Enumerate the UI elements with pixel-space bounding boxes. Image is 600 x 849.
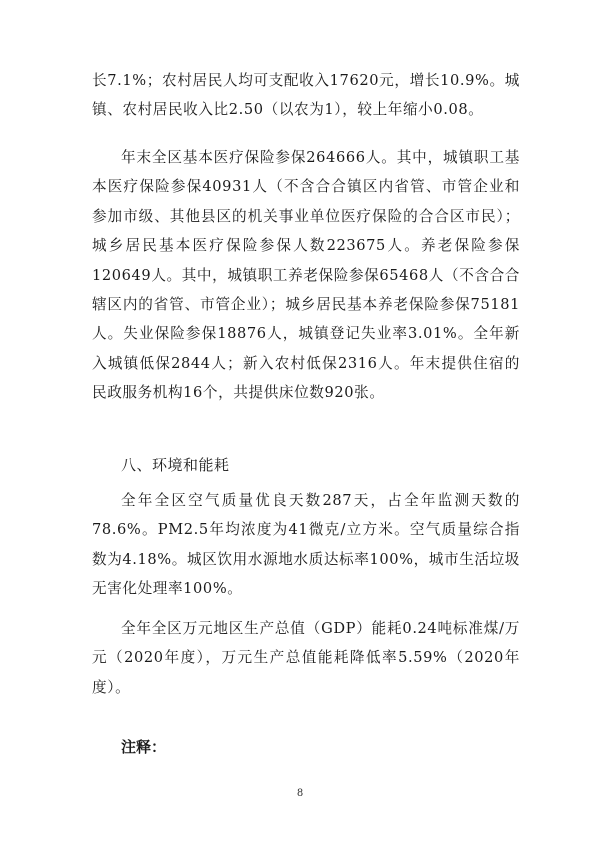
paragraph-energy: 全年全区万元地区生产总值（GDP）能耗0.24吨标准煤/万元（2020年度），万元生产总值能耗降低率5.59%（2020年度）。 bbox=[92, 620, 520, 696]
paragraph-air-quality: 全年全区空气质量优良天数287天，占全年监测天数的78.6%。PM2.5年均浓度为41微克/立方米。空气质量综合指数为4.18%。城区饮用水源地水质达标率100%，城市生活垃圾无害化处理率100%。 bbox=[92, 492, 520, 598]
paragraph-income: 长7.1%；农村居民人均可支配收入17620元，增长10.9%。城镇、农村居民收入比2.50（以农为1），较上年缩小0.08。 bbox=[92, 72, 520, 119]
page-number: 8 bbox=[296, 788, 304, 799]
section-heading-environment: 八、环境和能耗 bbox=[121, 456, 230, 474]
notes-label: 注释： bbox=[121, 738, 167, 756]
paragraph-social-insurance: 年末全区基本医疗保险参保264666人。其中，城镇职工基本医疗保险参保40931人（不含合合镇区内省管、市管企业和参加市级、其他县区的机关事业单位医疗保险的合合区市民）；城乡居民基本医疗保险参保人数223675人。养老保险参保120649人。其中，城镇职工养老保险参保65468人（不含合合辖区内的省管、市管企业）；城乡居民基本养老保险参保75181人。失业保险参保18876人，城镇登记失业率3.01%。全年新入城镇低保2844人；新入农村低保2316人。年末提供住宿的民政服务机构16个，共提供床位数920张。 bbox=[92, 149, 520, 402]
